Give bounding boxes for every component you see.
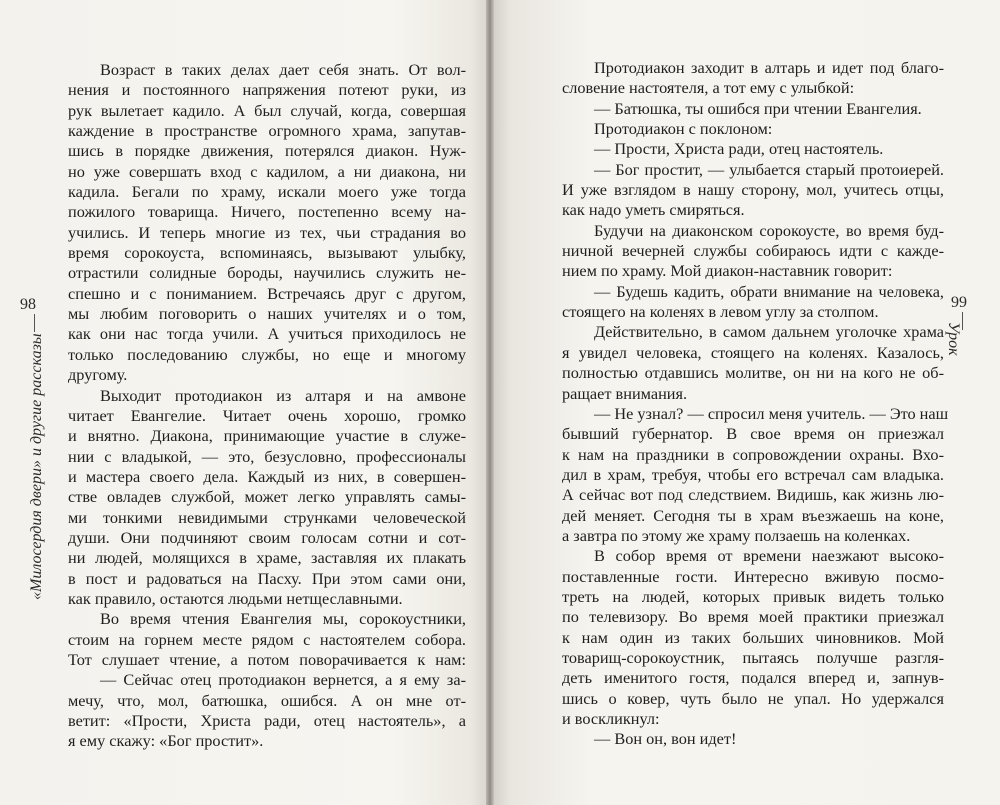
text-line: ничной вечерней службы собираюсь идти с кажде- (562, 241, 944, 261)
text-line: ветит: «Прости, Христа ради, отец настоятель», а (68, 711, 466, 730)
book-gutter (486, 0, 494, 805)
text-line: другому. (68, 365, 128, 385)
text-line: читает Евангелие. Читает очень хорошо, громко (68, 405, 466, 425)
text-line: как они нас тогда учили. А учиться приходилось не (68, 324, 466, 344)
text-line: ми тонкими невидимыми струнками человеческой (68, 507, 466, 527)
text-line: товарищ-сорокоустник, пытаясь получше разгля- (562, 647, 944, 667)
text-line: каждение в пространстве огромного храма, запутав- (68, 121, 466, 141)
text-line: Возраст в таких делах дает себя знать. От вол- (100, 60, 466, 79)
left-page-body (68, 60, 466, 752)
text-line: Действительно, в самом дальнем уголочке храма (594, 322, 944, 342)
text-line: стоящего на коленях в левом углу за столпом. (562, 302, 879, 322)
text-line: — Бог простит, — улыбается старый протоиерей. (594, 159, 944, 179)
text-line: Протодиакон с поклоном: (594, 119, 773, 139)
text-line: мечу, что, мол, батюшка, ошибся. А он мне от- (68, 690, 466, 710)
text-line: Во время чтения Евангелия мы, сорокоустники, (100, 609, 466, 629)
text-line: нии с владыкой, — это, безусловно, профессионалы (68, 446, 466, 466)
text-line: Протодиакон заходит в алтарь и идет под благо- (594, 58, 944, 77)
text-line: ни людей, молящихся в храме, заставляя их плакать (68, 548, 466, 568)
right-running-head: Урок (945, 322, 962, 356)
text-line: И уже взглядом в нашу сторону, мол, учитесь отцы, (562, 180, 944, 200)
text-line: треть на людей, которых привык видеть только (562, 586, 944, 606)
right-page-body (562, 58, 949, 750)
text-line: стве овладев службой, может легко управлять самы- (68, 487, 466, 507)
text-line: словение настоятеля, а тот ему с улыбкой: (562, 78, 855, 98)
right-header-rule (962, 312, 963, 330)
text-line: — Вон он, вон идет! (594, 729, 737, 749)
text-line: учились. И теперь многие из тех, чьи страдания во (68, 222, 466, 242)
text-line: деть именитого гостя, подался вперед и, запнув- (562, 668, 944, 688)
text-line: В собор время от времени наезжают высоко- (594, 546, 944, 566)
text-line: нения и постоянного напряжения потеют руки, из (68, 80, 466, 100)
text-line: время сорокоуста, вспоминаясь, вызывают улыбку, (68, 243, 466, 263)
text-line: нием по храму. Мой диакон-наставник говорит: (562, 261, 893, 281)
text-line: я ему скажу: «Бог простит». (68, 731, 264, 751)
text-line: — Сейчас отец протодиакон вернется, а я ему за- (100, 670, 466, 690)
text-line: и мастера своего дела. Каждый из них, в совершен- (68, 466, 466, 486)
text-line: стоим на горнем месте рядом с настоятелем собора. (68, 629, 466, 649)
text-line: только последованию службы, но еще и многому (68, 344, 466, 364)
text-line: мы любим поговорить о наших учителях и о том, (68, 304, 466, 324)
text-line: поставленные гости. Интересно вживую посмо- (562, 566, 944, 586)
text-line: души. Они подчиняют своим голосам сотни и сот- (68, 527, 466, 547)
text-line: к нам один из таких больших чиновников. Мой (562, 627, 944, 647)
left-page-number: 98 (20, 296, 36, 313)
text-line: по телевизору. Во время моей практики приезжал (562, 607, 944, 627)
text-line: дей меняет. Сегодня ты в храм въезжаешь на коне, (562, 505, 944, 525)
text-line: я увидел человека, стоящего на коленях. Казалось, (562, 342, 944, 362)
text-line: Тот слушает чтение, а потом поворачивается к нам: (68, 649, 466, 669)
text-line: шись о ковер, чуть было не упал. Но удержался (562, 688, 944, 708)
text-line: Выходит протодиакон из алтаря и на амвоне (100, 385, 466, 405)
text-line: — Будешь кадить, обрати внимание на человека, (594, 281, 944, 301)
text-line: рук вылетает кадило. А был случай, когда, совершая (68, 100, 466, 120)
text-line: бывший губернатор. В свое время он приезжал (562, 424, 944, 444)
text-line: к нам на праздники в сопровождении охраны. Вхо- (562, 444, 944, 464)
text-line: отрастили солидные бороды, научились служить не- (68, 263, 466, 283)
text-line: как правило, остаются людьми нетщеславными. (68, 588, 403, 608)
text-line: пожилого товарища. Ничего, постепенно всему на- (68, 202, 466, 222)
text-line: шись в порядке движения, потерялся диакон. Нуж- (68, 141, 466, 161)
text-line: кадила. Бегали по храму, искали моего уже тогда (68, 182, 466, 202)
text-line: полностью отдавшись молитве, он ни на кого не об- (562, 363, 944, 383)
text-line: Будучи на диаконском сорокоусте, во время буд- (594, 220, 944, 240)
text-line: как надо уметь смиряться. (562, 200, 745, 220)
text-line: — Батюшка, ты ошибся при чтении Евангелия. (594, 98, 922, 118)
text-line: — Прости, Христа ради, отец настоятель. (594, 139, 884, 159)
text-line: А сейчас вот под следствием. Видишь, как жизнь лю- (562, 485, 944, 505)
text-line: и внятно. Диакона, принимающие участие в служе- (68, 426, 466, 446)
text-line: но уже совершать вход с кадилом, а ни диакона, ни (68, 161, 466, 181)
left-running-head: «Милосердия двери» и другие рассказы (28, 333, 45, 600)
right-page-number: 99 (951, 294, 967, 311)
text-line: ращает внимания. (562, 383, 688, 403)
text-line: а завтра по этому же храму ползаешь на коленках. (562, 525, 911, 545)
text-line: дил в храм, требуя, чтобы его встречал сам владыка. (562, 464, 944, 484)
text-line: — Не узнал? — спросил меня учитель. — Это наш (594, 403, 949, 423)
text-line: и воскликнул: (562, 709, 660, 728)
text-line: в пост и радоваться на Пасху. При этом сами они, (68, 568, 466, 588)
text-line: спешно и с пониманием. Встречаясь друг с другом, (68, 283, 466, 303)
